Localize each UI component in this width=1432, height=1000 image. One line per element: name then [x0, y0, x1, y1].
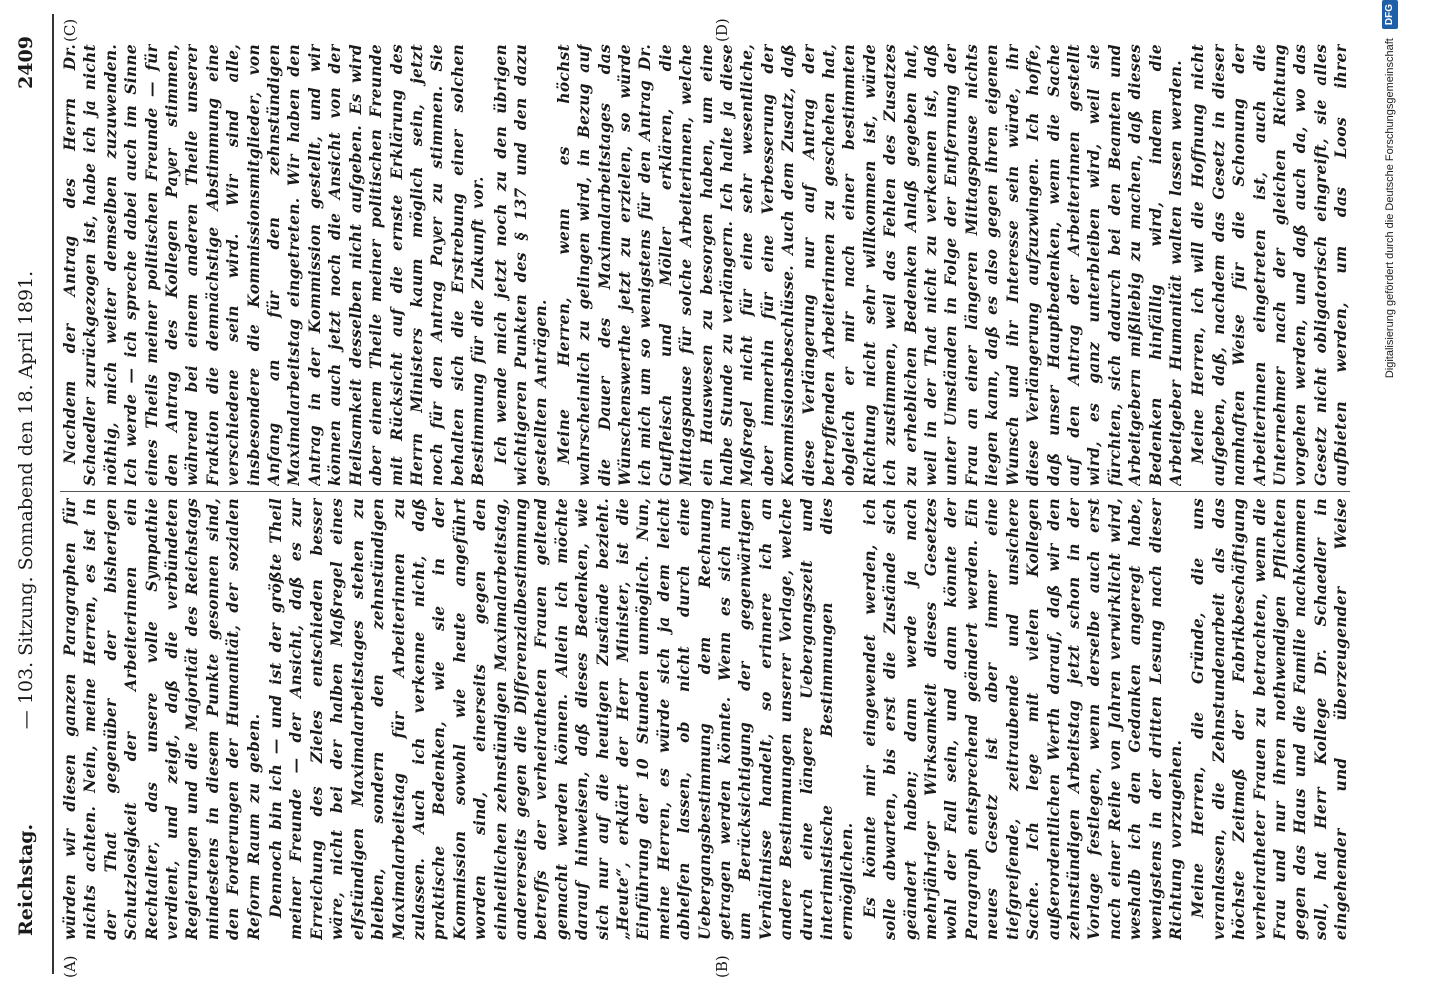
right-column	[60, 44, 1350, 486]
margin-letter-c: (C)	[61, 18, 79, 42]
header-rule	[52, 14, 54, 974]
dfg-logo: DFG	[1382, 0, 1398, 29]
digitization-note	[1378, 0, 1402, 1000]
header-page-number: 2409	[15, 36, 37, 89]
left-column	[60, 498, 1350, 940]
paragraph: Ich wende mich jetzt noch zu den übrigen wichtigeren Punkten des § 137 und den dazu gestellten Anträgen.	[491, 44, 551, 486]
page-header	[6, 20, 46, 980]
paragraph: Nachdem der Antrag des Herrn Dr. Schaedler zurückgezogen ist, habe ich ja nicht nöthig, mich weiter demselben zuzuwenden. Ich werde — ich spreche dabei auch im Sinne eines Theils meiner politischen Freunde — für den Antrag des Kollegen Payer stimmen, während bei einem anderen Theile unserer Fraktion die demnächstige Abstimmung eine verschiedene sein wird. Wir sind alle, insbesondere die Kommissionsmitglieder, von Anfang an für den zehnstündigen Maximalarbeitstag eingetreten. Wir haben den Antrag in der Kommission gestellt, und wir können auch jetzt noch die Ansicht von der Heilsamkeit desselben nicht aufgeben. Es wird aber einem Theile meiner politischen Freunde mit Rücksicht auf die ernste Erklärung des Herrn Ministers kaum möglich sein, jetzt noch für den Antrag Payer zu stimmen. Sie behalten sich die Erstrebung einer solchen Bestimmung für die Zukunft vor.	[61, 44, 488, 486]
margin-letter-a: (A)	[61, 955, 79, 978]
paragraph: Dennoch bin ich — und ist der größte Theil meiner Freunde — der Ansicht, daß es zur Erreichung des Zieles entschieden besser wäre, nicht bei der halben Maßregel eines elfstündigen Maximalarbeitstages stehen zu bleiben, sondern den zehnstündigen Maximalarbeitstag für Arbeiterinnen zu zulassen. Auch ich verkenne nicht, daß praktische Bedenken, wie sie in der Kommission sowohl wie heute angeführt worden sind, einerseits gegen den einheitlichen zehnstündigen Maximalarbeitstag, andererseits gegen die Differenzialbestimmung betreffs der verheiratheten Frauen geltend gemacht werden können. Allein ich möchte darauf hinweisen, daß dieses Bedenken, wie sich nur auf die heutigen Zustände bezieht. „Heute“, erklärt der Herr Minister, ist die Einführung der 10 Stunden unmöglich. Nun, meine Herren, es würde sich ja dem leicht abhelfen lassen, ob nicht durch eine Uebergangsbestimmung dem Rechnung getragen werden könnte. Wenn es sich nur um Berücksichtigung der gegenwärtigen Verhältnisse handelt, so erinnere ich an andere Bestimmungen unserer Vorlage, welche durch eine längere Uebergangszeit und interimistische Bestimmungen dies ermöglichen.	[267, 498, 857, 940]
paragraph: Es könnte mir eingewendet werden, ich solle abwarten, bis erst die Zustände sich geändert haben; dann werde ja nach mehrjähriger Wirksamkeit dieses Gesetzes wohl der Fall sein, und dann könnte der Paragraph entsprechend geändert werden. Ein neues Gesetz ist aber immer eine tiefgreifende, zeitraubende und unsichere Sache. Ich lege mit vielen Kollegen außerordentlichen Werth darauf, daß wir den zehnstündigen Arbeitstag jetzt schon in der Vorlage festlegen, wenn derselbe auch erst nach einer Reihe von Jahren verwirklicht wird, weshalb ich den Gedanken angeregt habe, wenigstens in der dritten Lesung nach dieser Richtung vorzugehen.	[860, 498, 1185, 940]
paragraph: würden wir diesen ganzen Paragraphen für nichts achten. Nein, meine Herren, es ist in der That gegenüber der bisherigen Schutzlosigkeit der Arbeiterinnen ein Rechtalter, das unsere volle Sympathie verdient, und zeigt, daß die verbündeten Regierungen und die Majorität des Reichstags mindestens in diesem Punkte gesonnen sind, den Forderungen der Humanität, der sozialen Reform Raum zu geben.	[61, 498, 263, 940]
margin-letter-b: (B)	[713, 955, 731, 978]
column-divider	[60, 491, 1350, 492]
digitization-text: Digitalisierung gefördert durch die Deutsche Forschungsgemeinschaft	[1384, 38, 1397, 379]
paragraph: Meine Herren, die Gründe, die uns veranlassen, die Zehnstundenarbeit als das höchste Zeitmaß der Fabrikbeschäftigung verheiratheter Frauen zu betrachten, wenn die Frau und nur ihren nothwendigen Pflichten gegen das Haus und die Familie nachkommen soll, hat Herr Kollege Dr. Schaedler in eingehender und überzeugender Weise	[1189, 498, 1350, 940]
margin-letter-d: (D)	[713, 18, 731, 42]
header-publication: Reichstag.	[15, 823, 37, 936]
paragraph: Meine Herren, ich will die Hoffnung nicht aufgeben, daß, nachdem das Gesetz in dieser namhaften Weise für die Schonung der Arbeiterinnen eingetreten ist, auch die Unternehmer nach der gleichen Richtung vorgehen werden, und daß auch da, wo das Gesetz nicht obligatorisch eingreift, sie alles aufbieten werden, um das Loos ihrer	[1189, 44, 1350, 486]
paragraph: Meine Herren, wenn es höchst wahrscheinlich zu gelingen wird, in Bezug auf die Dauer des Maximalarbeitstages das Wünschenswerthe jetzt zu erzielen, so würde ich mich um so wenigstens für den Antrag Dr. Gutfleisch und Möller erklären, die Mittagspause für solche Arbeiterinnen, welche ein Hauswesen zu besorgen haben, um eine halbe Stunde zu verlängern. Ich halte ja diese Maßregel nicht für eine sehr wesentliche, aber immerhin für eine Verbesserung der Kommissionsbeschlüsse. Auch dem Zusatz, daß diese Verlängerung nur auf Antrag der betreffenden Arbeiterinnen zu geschehen hat, obgleich er mir nach einer bestimmten Richtung nicht sehr willkommen ist, würde ich zustimmen, weil das Fehlen des Zusatzes zu erheblichen Bedenken Anlaß gegeben hat, weil in der That nicht zu verkennen ist, daß unter Umständen in Folge der Entfernung der Frau an einer längeren Mittagspause nichts liegen kann, daß es also gegen ihren eigenen Wunsch und ihr Interesse sein würde, ihr diese Verlängerung aufzuzwingen. Ich hoffe, daß unser Hauptbedenken, wenn die Sache auf den Antrag der Arbeiterinnen gestellt wird, es ganz unterbleiben wird, weil sie fürchten, sich dadurch bei den Beamten und Arbeitgebern mißliebig zu machen, daß dieses Bedenken hinfällig wird, indem die Arbeitgeber Humanität walten lassen werden.	[554, 44, 1185, 486]
header-session-date: — 103. Sitzung. Sonnabend den 18. April 1891.	[15, 270, 37, 730]
